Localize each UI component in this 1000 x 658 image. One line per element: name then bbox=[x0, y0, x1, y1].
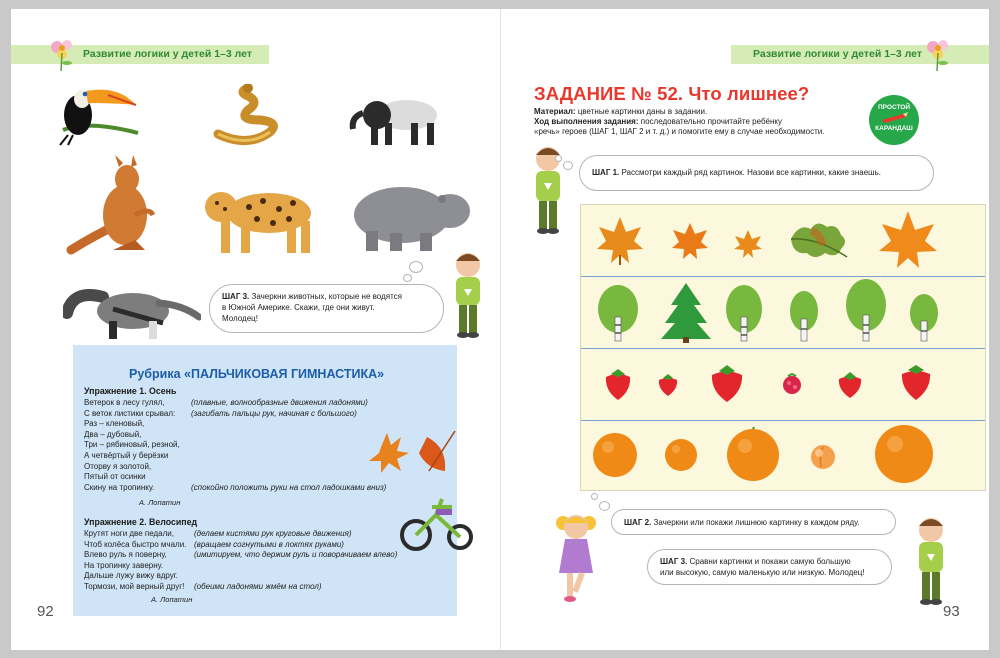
right-step3-bubble bbox=[647, 549, 892, 585]
grid-row-leaves bbox=[581, 205, 985, 277]
book-spread bbox=[11, 9, 989, 650]
pencil-icon bbox=[879, 111, 909, 123]
birch-tree-picture[interactable] bbox=[787, 289, 821, 343]
exercise-1-title: Упражнение 1. Осень bbox=[84, 386, 177, 396]
procedure-text: последовательно прочитайте ребёнку bbox=[640, 117, 782, 126]
poem-line: Пятый от осинки bbox=[84, 472, 146, 482]
pencil-badge bbox=[869, 95, 919, 145]
grid-row-trees bbox=[581, 277, 985, 349]
poem-line: Три – рябиновый, резной, bbox=[84, 440, 180, 450]
step-text: Рассмотри каждый ряд картинок. Назови все картинки, какие знаешь. bbox=[621, 168, 881, 177]
procedure-label: Ход выполнения задания: bbox=[534, 117, 639, 126]
poem-line: Ветерок в лесу гулял, bbox=[84, 398, 165, 407]
strawberry-picture[interactable] bbox=[603, 367, 633, 401]
poem-line: Раз – кленовый, bbox=[84, 419, 145, 429]
step-label: ШАГ 3. bbox=[660, 557, 688, 566]
fir-tree-picture[interactable] bbox=[661, 281, 711, 343]
jaguar-picture[interactable] bbox=[199, 179, 319, 259]
exercise-2-title: Упражнение 2. Велосипед bbox=[84, 517, 198, 527]
strawberry-picture[interactable] bbox=[899, 363, 933, 401]
gesture-note: (вращаем согнутыми в локтях руками) bbox=[194, 539, 344, 549]
grid-row-fruits bbox=[581, 421, 985, 492]
header-right: Развитие логики у детей 1–3 лет bbox=[731, 45, 989, 64]
step-label: ШАГ 1. bbox=[592, 168, 620, 177]
step-text-line: в Южной Америке. Скажи, где они живут. bbox=[222, 303, 375, 312]
boy-character bbox=[527, 143, 569, 238]
girl-character bbox=[551, 507, 601, 607]
odd-one-out-grid bbox=[580, 204, 986, 491]
procedure-line bbox=[534, 117, 782, 127]
left-step3-bubble bbox=[209, 284, 444, 333]
orange-picture[interactable] bbox=[873, 423, 935, 485]
header-left: Развитие логики у детей 1–3 лет bbox=[11, 45, 269, 64]
page-number-left: 92 bbox=[37, 603, 54, 620]
flower-icon bbox=[47, 37, 79, 71]
poem-line: Оторву я золотой, bbox=[84, 461, 152, 471]
toucan-picture[interactable] bbox=[58, 75, 144, 147]
step2-bubble bbox=[611, 509, 896, 535]
orange-picture[interactable] bbox=[591, 431, 639, 479]
gesture-note: (загибать пальцы рук, начиная с большого) bbox=[191, 408, 357, 418]
birch-tree-picture[interactable] bbox=[723, 283, 765, 343]
strawberry-picture[interactable] bbox=[657, 373, 679, 397]
maple-leaf-picture[interactable] bbox=[595, 215, 645, 265]
step1-bubble bbox=[579, 155, 934, 191]
exercise-1-author: А. Лопатин bbox=[139, 498, 181, 507]
step-text-line: Молодец! bbox=[222, 314, 258, 323]
poem-line: Два – дубовый, bbox=[84, 429, 142, 439]
kangaroo-picture[interactable] bbox=[65, 155, 163, 259]
step-text-line: или высокую, самую маленькую или низкую. Молодец! bbox=[660, 568, 865, 577]
exercise-2-author: А. Лопатин bbox=[151, 595, 193, 604]
material-line bbox=[534, 107, 707, 117]
hippo-picture[interactable] bbox=[350, 179, 472, 253]
maple-leaf-picture[interactable] bbox=[733, 229, 763, 259]
poem-line: Скину на тропинку. bbox=[84, 482, 155, 492]
peach-picture[interactable] bbox=[809, 439, 837, 471]
step-text-line: Зачеркни животных, которые не водятся bbox=[251, 292, 402, 301]
material-text: цветные картинки даны в задании. bbox=[577, 107, 708, 116]
orange-picture[interactable] bbox=[663, 437, 699, 473]
step-text-line: Сравни картинки и покажи самую большую bbox=[689, 557, 851, 566]
birch-tree-picture[interactable] bbox=[843, 279, 889, 343]
maple-leaf-picture[interactable] bbox=[877, 209, 939, 271]
page-gutter bbox=[500, 9, 501, 650]
gesture-note: (обеими ладонями жмём на стол) bbox=[194, 582, 322, 591]
maple-leaf-picture[interactable] bbox=[670, 221, 710, 261]
step-text: Зачеркни или покажи лишнюю картинку в каждом ряду. bbox=[653, 518, 860, 527]
page-number-right: 93 bbox=[943, 603, 960, 620]
birch-tree-picture[interactable] bbox=[595, 283, 641, 343]
autumn-leaves-icon bbox=[367, 427, 459, 487]
orange-picture[interactable] bbox=[725, 427, 781, 483]
boy-character bbox=[911, 514, 951, 609]
poem-line: А четвёртый у берёзки bbox=[84, 451, 169, 460]
badge-line-2: КАРАНДАШ bbox=[875, 125, 913, 132]
poem-line: Чтоб колёса быстро мчали. bbox=[84, 539, 187, 549]
step-label: ШАГ 2. bbox=[624, 518, 652, 527]
step-label: ШАГ 3. bbox=[222, 292, 250, 301]
gesture-note: (делаем кистями рук круговые движения) bbox=[194, 529, 352, 538]
poem-line: Влево руль я поверну, bbox=[84, 550, 167, 560]
badge-line-1: ПРОСТОЙ bbox=[877, 104, 911, 111]
gesture-note: (имитируем, что держим руль и поворачиваем влево) bbox=[194, 550, 398, 560]
poem-line: Крутят ноги две педали, bbox=[84, 529, 174, 538]
raspberry-picture[interactable] bbox=[781, 373, 803, 395]
strawberry-picture[interactable] bbox=[837, 371, 863, 399]
tapir-picture[interactable] bbox=[349, 93, 445, 149]
poem-line: Дальше лужу вижу вдруг. bbox=[84, 571, 178, 581]
procedure-line-2: «речь» героев (ШАГ 1, ШАГ 2 и т. д.) и помогите ему в случае необходимости. bbox=[534, 127, 825, 136]
anteater-picture[interactable] bbox=[63, 283, 201, 341]
flower-icon bbox=[923, 37, 955, 71]
birch-tree-picture[interactable] bbox=[907, 291, 941, 343]
poem-line: На тропинку заверну. bbox=[84, 560, 164, 570]
oak-leaf-picture[interactable] bbox=[787, 217, 851, 263]
poem-line: С веток листики срывал: bbox=[84, 408, 176, 418]
strawberry-picture[interactable] bbox=[709, 363, 745, 403]
gesture-note: (спокойно положить руки на стол ладошками вниз) bbox=[191, 482, 387, 492]
tricycle-icon bbox=[396, 493, 476, 553]
material-label: Материал: bbox=[534, 107, 576, 116]
snake-picture[interactable] bbox=[208, 84, 286, 146]
poem-line: Тормози, мой верный друг! bbox=[84, 582, 185, 591]
rubric-title: Рубрика «ПАЛЬЧИКОВАЯ ГИМНАСТИКА» bbox=[129, 367, 385, 381]
grid-row-berries bbox=[581, 349, 985, 421]
boy-character bbox=[448, 249, 488, 341]
task-title: ЗАДАНИЕ № 52. Что лишнее? bbox=[534, 83, 810, 104]
gesture-note: (плавные, волнообразные движения ладонями) bbox=[191, 398, 368, 407]
